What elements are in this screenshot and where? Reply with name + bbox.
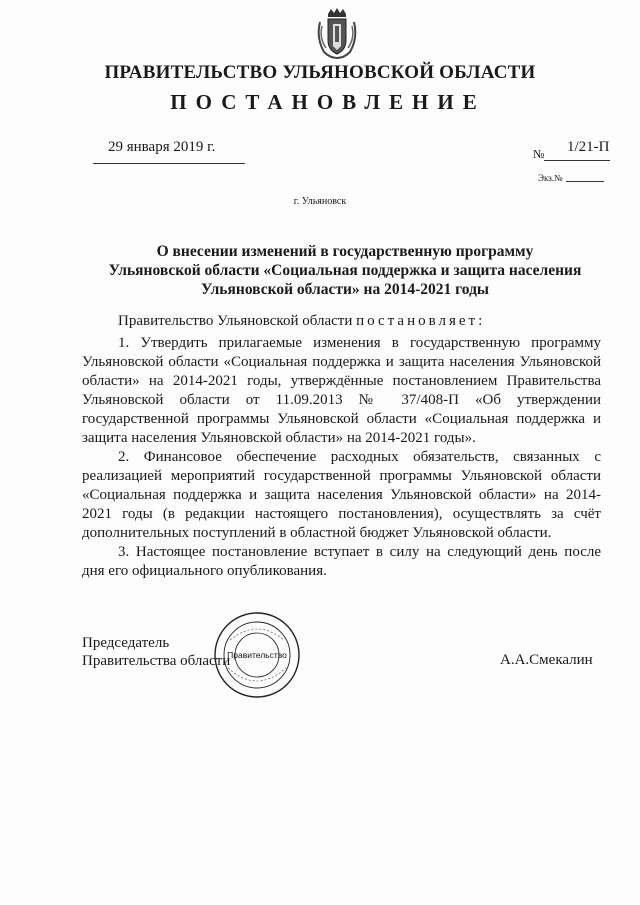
document-body: [82, 312, 601, 581]
lead-verb: постановляет:: [356, 313, 486, 329]
city-label: г. Ульяновск: [293, 196, 347, 207]
resolution-lead: [82, 312, 601, 331]
signatory-title-line: Правительства области: [82, 653, 231, 669]
document-number: 1/21-П: [567, 139, 610, 155]
copy-number-underline: [566, 181, 604, 182]
subject-line: Ульяновской области «Социальная поддержка и защита населения: [108, 262, 582, 279]
paragraph-3: 3. Настоящее постановление вступает в силу на следующий день после дня его официального опубликования.: [82, 544, 601, 579]
copy-number-label: Экз.№: [538, 173, 563, 183]
number-sign: №: [533, 147, 545, 161]
document-type-heading: ПОСТАНОВЛЕНИЕ: [170, 90, 486, 114]
subject-line: О внесении изменений в государственную программу: [156, 243, 534, 260]
document-subject: [90, 242, 600, 299]
signatory-name: А.А.Смекалин: [500, 652, 593, 668]
official-seal-stamp-icon: [212, 610, 302, 700]
date-underline: [93, 163, 245, 164]
number-underline: [544, 160, 610, 161]
document-date: 29 января 2019 г.: [108, 139, 216, 155]
lead-prefix: Правительство Ульяновской области: [118, 313, 353, 329]
stamp-text: Правительство: [227, 650, 287, 660]
government-title: ПРАВИТЕЛЬСТВО УЛЬЯНОВСКОЙ ОБЛАСТИ: [104, 62, 536, 83]
signatory-title: [82, 634, 230, 670]
subject-line: Ульяновской области» на 2014-2021 годы: [200, 281, 490, 298]
coat-of-arms-emblem-icon: [316, 8, 358, 60]
paragraph-2: 2. Финансовое обеспечение расходных обязательств, связанных с реализацией мероприятий государственной программы Ульяновской области «Социальная поддержка и защита населения Ульяновской области» на 2014-2021 годы (в редакции настоящего постановления), осуществлять за счёт дополнительных поступлений в областной бюджет Ульяновской области.: [82, 449, 601, 541]
paragraph-1: 1. Утвердить прилагаемые изменения в государственную программу Ульяновской области «Социальная поддержка и защита населения Ульяновской области» на 2014-2021 годы, утверждённые постановлением Правительства Ульяновской области от 11.09.2013 № 37/408-П «Об утверждении государственной программы Ульяновской области «Социальная поддержка и защита населения Ульяновской области» на 2014-2021 годы».: [82, 335, 601, 446]
signatory-title-line: Председатель: [82, 635, 170, 651]
